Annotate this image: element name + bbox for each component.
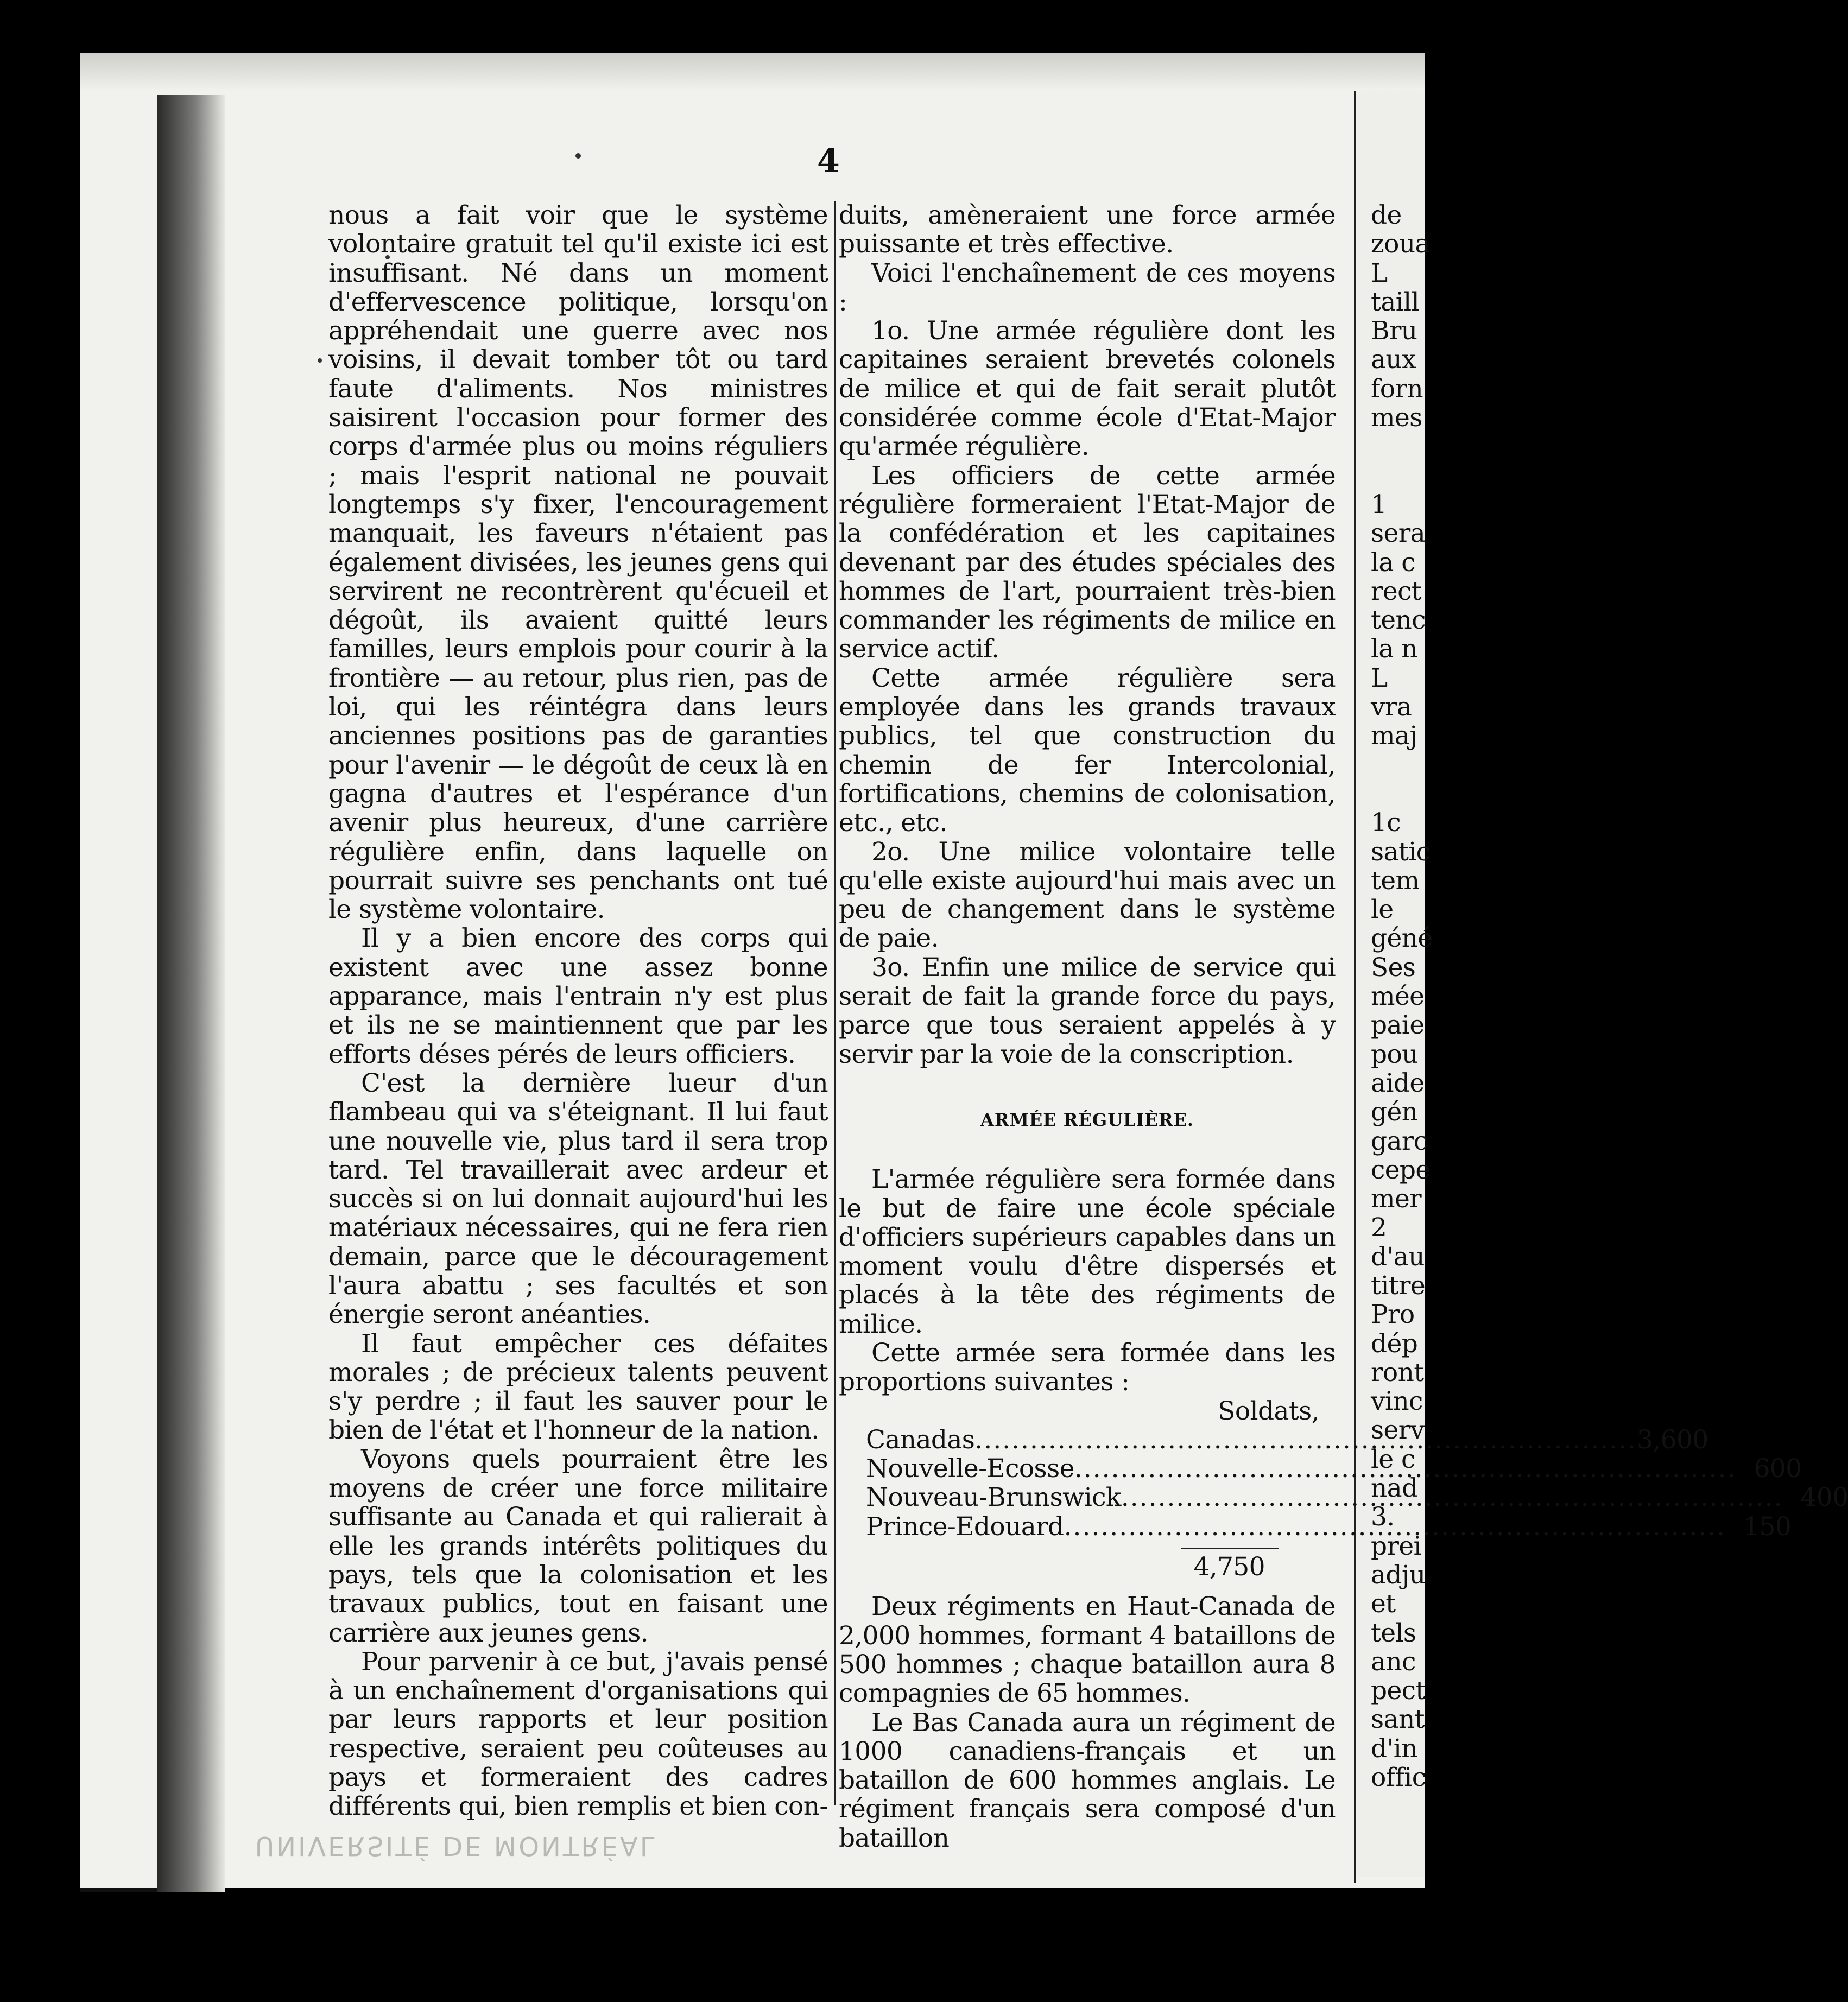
cropped-line-fragment: vinc [1371,1386,1423,1417]
cropped-line-fragment: satic [1371,837,1431,867]
dot-leader [1121,1483,1783,1512]
text-column-right-cropped [1371,200,1433,1793]
column-rule-right [1354,91,1356,1883]
paragraph: Il faut empêcher ces défaites morales ; de précieux talents peuvent s'y perdre ; il faut les sauver pour le bien de l'état et l'honneur de la nation. [328,1328,828,1446]
cropped-line-fragment [1371,751,1425,780]
province-name: Canadas [866,1424,975,1455]
cropped-line-fragment: tels [1371,1618,1416,1648]
paragraph: C'est la dernière lueur d'un flambeau qui va s'éteignant. Il lui faut une nouvelle vie, plus tard il sera trop tard. Tel travaillerait avec ardeur et succès si on lui donnait aujourd'hui les matériaux nécessaires, qui ne fera rien demain, parce que le découragement l'aura abattu ; ses facultés et son énergie seront anéanties. [328,1068,828,1330]
cropped-line-fragment: paie [1371,1010,1425,1041]
cropped-line-fragment: tem [1371,865,1420,896]
cropped-line-fragment [1371,432,1425,461]
paragraph: Voyons quels pourraient être les moyens de créer une force militaire suffisante au Canada et qui ralierait à elle les grands intérêts politiques du pays, tels que la colonisation et les travaux publics, tout en faisant une carrière aux jeunes gens. [328,1444,828,1648]
cropped-line-fragment: ront [1371,1357,1424,1388]
paragraph: nous a fait voir que le système volontaire gratuit tel qu'il existe ici est insuffisant. Né dans un moment d'effervescence politique, lorsqu'on appréhendait une guerre avec nos voisins, il devait tomber tôt ou tard faute d'aliments. Nos ministres saisirent l'occasion pour former des corps d'armée plus ou moins réguliers ; mais l'esprit national ne pouvait longtemps s'y fixer, l'encouragement manquait, les faveurs n'étaient pas également divisées, les jeunes gens qui servirent ne recontrèrent qu'écueil et dégoût, ils avaient quitté leurs familles, leurs emplois pour courir à la frontière — au retour, plus rien, pas de loi, qui les réintégra dans leurs anciennes positions pas de garanties pour l'avenir — le dégoût de ceux là en gagna d'autres et l'espérance d'un avenir plus heureux, d'une carrière régulière enfin, dans laquelle on pourrait suivre ses penchants ont tué le système volontaire. [328,200,828,925]
paragraph: Il y a bien encore des corps qui existent avec une assez bonne apparance, mais l'entrain n'y est plus et ils ne se maintiennent que par les efforts déses pérés de leurs officiers. [328,923,828,1069]
cropped-line-fragment: 1 [1371,489,1387,519]
paragraph: 2o. Une milice volontaire telle qu'elle existe aujourd'hui mais avec un peu de changement dans le système de paie. [839,837,1336,954]
page-number: 4 [817,142,840,180]
cropped-line-fragment: la c [1371,547,1415,578]
cropped-line-fragment: cepe [1371,1155,1431,1185]
cropped-line-fragment: le [1371,895,1394,925]
cropped-line-fragment: taill [1371,287,1420,317]
cropped-line-fragment: prei [1371,1531,1421,1561]
cropped-line-fragment: pou [1371,1039,1418,1069]
paragraph: L'armée régulière sera formée dans le but de faire une école spéciale d'officiers supérieurs capables dans un moment voulu d'être dispersés et placés à la tête des régiments de milice. [839,1164,1336,1339]
cropped-line-fragment: géné [1371,923,1433,954]
cropped-line-fragment: 3. [1371,1502,1395,1532]
paragraph: Cette armée régulière sera employée dans les grands travaux publics, tel que construction du chemin de fer Intercolonial, fortifications, chemins de colonisation, etc., etc. [839,663,1336,838]
paragraph: Deux régiments en Haut-Canada de 2,000 hommes, formant 4 bataillons de 500 hommes ; chaque bataillon aura 8 compagnies de 65 hommes. [839,1592,1336,1709]
cropped-line-fragment: 1c [1371,808,1401,838]
cropped-line-fragment: le c [1371,1444,1415,1474]
cropped-line-fragment: mée [1371,981,1425,1012]
cropped-line-fragment: sera [1371,518,1426,549]
library-stamp: UNIVERSITÉ DE MONTRÉAL [255,1830,657,1861]
paragraph: Les officiers de cette armée régulière formeraient l'Etat-Major de la confédération et les capitaines devenant par des études spéciales des hommes de l'art, pourraient très-bien commander les régiments de milice en service actif. [839,460,1336,664]
cropped-line-fragment: zoua [1371,229,1430,259]
cropped-line-fragment: vra [1371,692,1412,723]
section-heading: ARMÉE RÉGULIÈRE. [980,1109,1194,1130]
cropped-line-fragment: aux [1371,345,1416,375]
ink-speck [575,153,581,159]
troops-row [866,1511,1792,1542]
cropped-line-fragment: garc [1371,1126,1428,1156]
cropped-line-fragment: tenc [1371,605,1426,636]
troop-count: 3,600 [1637,1424,1708,1455]
cropped-line-fragment: L [1371,663,1388,693]
province-name: Nouveau-Brunswick [866,1483,1121,1513]
cropped-line-fragment: sant [1371,1705,1425,1735]
ink-speck [318,358,322,363]
cropped-line-fragment: pect [1371,1676,1426,1706]
cropped-line-fragment: anc [1371,1646,1416,1677]
paragraph: Pour parvenir à ce but, j'avais pensé à un enchaînement d'organisations qui par leurs rapports et leur position respective, seraient peu coûteuses au pays et formeraient des cadres différents qui, bien remplis et bien con- [328,1646,828,1822]
dot-leader [974,1426,1637,1454]
province-name: Prince-Edouard [866,1511,1064,1542]
cropped-line-fragment: aide [1371,1068,1425,1098]
cropped-line-fragment: la n [1371,634,1417,664]
page-fold-shadow [157,95,225,1892]
cropped-line-fragment: nad [1371,1473,1418,1504]
cropped-line-fragment: d'in [1371,1733,1417,1764]
paragraph: 3o. Enfin une milice de service qui serait de fait la grande force du pays, parce que tous seraient appelés à y servir par la voie de la conscription. [839,952,1336,1069]
cropped-line-fragment: serv [1371,1415,1425,1446]
troop-count: 600 [1754,1454,1802,1484]
cropped-line-fragment: L [1371,258,1388,288]
cropped-line-fragment: Bru [1371,316,1417,346]
cropped-line-fragment: forn [1371,373,1423,404]
cropped-line-fragment: titre [1371,1270,1426,1301]
paragraph: Cette armée sera formée dans les proportions suivantes : [839,1338,1336,1397]
cropped-line-fragment [1371,461,1425,490]
cropped-line-fragment: 2 [1371,1213,1387,1243]
province-name: Nouvelle-Ecosse [866,1454,1074,1484]
cropped-line-fragment: d'au [1371,1241,1425,1272]
cropped-line-fragment: mer [1371,1184,1422,1214]
paragraph: Voici l'enchaînement de ces moyens : [839,258,1336,317]
total-rule [1181,1548,1279,1549]
cropped-line-fragment: rect [1371,576,1422,606]
cropped-line-fragment: adju [1371,1560,1426,1590]
cropped-line-fragment: Ses [1371,952,1416,983]
cropped-line-fragment: et [1371,1589,1396,1619]
cropped-line-fragment: offic [1371,1763,1426,1793]
paragraph: duits, amèneraient une force armée puissante et très effective. [839,200,1336,259]
cropped-line-fragment: Pro [1371,1300,1415,1330]
text-column-left [328,201,828,1821]
cropped-line-fragment [1371,780,1425,808]
paragraph: 1o. Une armée régulière dont les capitaines seraient brevetés colonels de milice et qui de fait serait plutôt considérée comme école d'Etat-Major qu'armée régulière. [839,316,1336,462]
cropped-line-fragment: maj [1371,721,1417,751]
troops-column-header: Soldats, [1218,1396,1319,1426]
cropped-line-fragment: gén [1371,1097,1418,1127]
troops-total: 4,750 [1193,1552,1265,1582]
column-rule-left [834,201,836,1805]
scan-top-edge [80,53,1425,91]
troop-count: 150 [1743,1511,1792,1542]
troop-count: 400 [1800,1483,1848,1513]
paragraph: Le Bas Canada aura un régiment de 1000 canadiens-français et un bataillon de 600 hommes anglais. Le régiment français sera composé d'un bataillon [839,1707,1336,1853]
cropped-line-fragment: dép [1371,1328,1418,1359]
cropped-line-fragment: mes [1371,403,1422,433]
cropped-line-fragment: de [1371,200,1402,230]
